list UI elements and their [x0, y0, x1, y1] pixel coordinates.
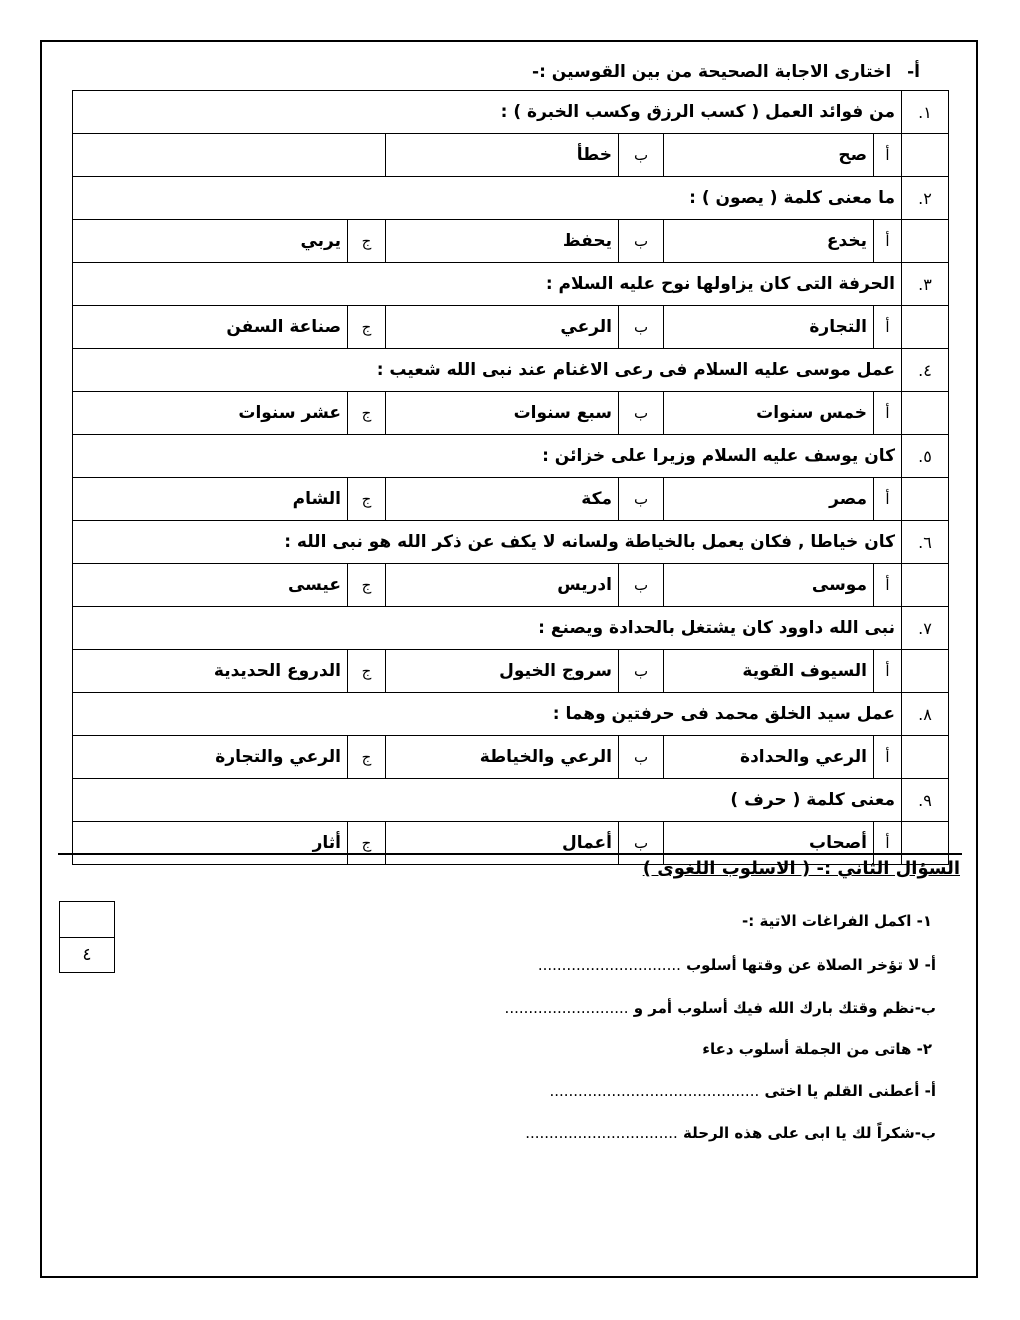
- question-text: عمل سيد الخلق محمد فى حرفتين وهما :: [73, 693, 902, 736]
- q1-item-b-blank[interactable]: ..........................: [504, 999, 629, 1017]
- option-a[interactable]: يخدع: [664, 220, 874, 263]
- option-b[interactable]: خطأ: [386, 134, 619, 177]
- option-a[interactable]: خمس سنوات: [664, 392, 874, 435]
- question-number: ٨.: [902, 693, 949, 736]
- mcq-table: [72, 90, 949, 865]
- question-text: ما معنى كلمة ( يصون ) :: [73, 177, 902, 220]
- question-row: [73, 435, 949, 478]
- options-number-spacer: [902, 134, 949, 177]
- option-b[interactable]: مكة: [386, 478, 619, 521]
- option-b-letter: ب: [619, 220, 664, 263]
- option-empty: [73, 134, 386, 177]
- options-row: [73, 736, 949, 779]
- question-number: ٧.: [902, 607, 949, 650]
- section1-instruction-text: اختارى الاجابة الصحيحة من بين القوسين :-: [532, 62, 892, 82]
- options-number-spacer: [902, 564, 949, 607]
- question-number: ٩.: [902, 779, 949, 822]
- option-a[interactable]: موسى: [664, 564, 874, 607]
- option-b-letter: ب: [619, 478, 664, 521]
- option-a-letter: أ: [874, 392, 902, 435]
- options-row: [73, 220, 949, 263]
- option-c-letter: ج: [348, 650, 386, 693]
- question-text: نبى الله داوود كان يشتغل بالحدادة ويصنع :: [73, 607, 902, 650]
- option-b-letter: ب: [619, 392, 664, 435]
- option-c[interactable]: يربي: [73, 220, 348, 263]
- score-value: ٤: [60, 937, 114, 972]
- q1-item-a-blank[interactable]: ..............................: [537, 956, 681, 974]
- option-b[interactable]: أعمال: [386, 822, 619, 865]
- q1-item-a: [538, 956, 936, 974]
- option-a-letter: أ: [874, 134, 902, 177]
- option-c-letter: ج: [348, 564, 386, 607]
- q2-label: ٢- هاتى من الجملة أسلوب دعاء: [702, 1040, 932, 1058]
- q2-item-a-blank[interactable]: ............................................: [549, 1082, 760, 1100]
- options-number-spacer: [902, 478, 949, 521]
- question-text: كان خياطا , فكان يعمل بالخياطة ولسانه لا يكف عن ذكر الله هو نبى الله :: [73, 521, 902, 564]
- option-c-letter: ج: [348, 306, 386, 349]
- question-text: عمل موسى عليه السلام فى رعى الاغنام عند نبى الله شعيب :: [73, 349, 902, 392]
- option-b-letter: ب: [619, 564, 664, 607]
- option-b[interactable]: سروج الخيول: [386, 650, 619, 693]
- section-divider: [58, 853, 962, 855]
- option-b-letter: ب: [619, 736, 664, 779]
- q2-item-a: [549, 1082, 936, 1100]
- question-number: ٢.: [902, 177, 949, 220]
- question-row: [73, 521, 949, 564]
- question-row: [73, 91, 949, 134]
- q1-item-b: [505, 999, 936, 1017]
- options-number-spacer: [902, 392, 949, 435]
- question-row: [73, 607, 949, 650]
- q2-item-b-blank[interactable]: ................................: [525, 1124, 678, 1142]
- options-row: [73, 564, 949, 607]
- option-a[interactable]: السيوف القوية: [664, 650, 874, 693]
- option-a-letter: أ: [874, 650, 902, 693]
- option-b[interactable]: الرعي: [386, 306, 619, 349]
- question-row: [73, 349, 949, 392]
- score-box: [59, 901, 115, 973]
- question-text: الحرفة التى كان يزاولها نوح عليه السلام :: [73, 263, 902, 306]
- q1-item-b-text: ب-نظم وقتك بارك الله فيك أسلوب أمر و: [633, 999, 936, 1017]
- option-b[interactable]: سبع سنوات: [386, 392, 619, 435]
- option-c-letter: ج: [348, 478, 386, 521]
- score-empty-cell: [60, 902, 114, 937]
- question-text: من فوائد العمل ( كسب الرزق وكسب الخبرة ) :: [73, 91, 902, 134]
- option-c[interactable]: أثار: [73, 822, 348, 865]
- question-row: [73, 693, 949, 736]
- question-number: ٥.: [902, 435, 949, 478]
- option-c-letter: ج: [348, 736, 386, 779]
- option-b[interactable]: ادريس: [386, 564, 619, 607]
- q2-item-b: [525, 1124, 936, 1142]
- option-c-letter: ج: [348, 822, 386, 865]
- option-a[interactable]: مصر: [664, 478, 874, 521]
- question-row: [73, 177, 949, 220]
- option-a-letter: أ: [874, 564, 902, 607]
- option-b-letter: ب: [619, 134, 664, 177]
- option-c[interactable]: الشام: [73, 478, 348, 521]
- option-a-letter: أ: [874, 478, 902, 521]
- options-row: [73, 650, 949, 693]
- option-a-letter: أ: [874, 822, 902, 865]
- option-a-letter: أ: [874, 306, 902, 349]
- option-c[interactable]: عشر سنوات: [73, 392, 348, 435]
- option-a-letter: أ: [874, 736, 902, 779]
- question-number: ٤.: [902, 349, 949, 392]
- option-a[interactable]: أصحاب: [664, 822, 874, 865]
- options-number-spacer: [902, 306, 949, 349]
- options-row: [73, 134, 949, 177]
- options-number-spacer: [902, 650, 949, 693]
- question-row: [73, 263, 949, 306]
- options-number-spacer: [902, 736, 949, 779]
- options-row: [73, 392, 949, 435]
- option-c[interactable]: عيسى: [73, 564, 348, 607]
- option-b[interactable]: يحفظ: [386, 220, 619, 263]
- question-text: معنى كلمة ( حرف ): [73, 779, 902, 822]
- option-a-letter: أ: [874, 220, 902, 263]
- question-text: كان يوسف عليه السلام وزيرا على خزائن :: [73, 435, 902, 478]
- question-number: ١.: [902, 91, 949, 134]
- section2-title: السؤال الثاني :- ( الاسلوب اللغوى ): [642, 858, 960, 879]
- options-number-spacer: [902, 220, 949, 263]
- option-b-letter: ب: [619, 306, 664, 349]
- q2-item-b-text: ب-شكراً لك يا ابى على هذه الرحلة: [683, 1124, 936, 1142]
- option-c-letter: ج: [348, 220, 386, 263]
- option-a[interactable]: الرعي والحدادة: [664, 736, 874, 779]
- option-c-letter: ج: [348, 392, 386, 435]
- question-number: ٦.: [902, 521, 949, 564]
- question-row: [73, 779, 949, 822]
- option-c[interactable]: صناعة السفن: [73, 306, 348, 349]
- q2-item-a-text: أ- أعطنى القلم يا اختى: [764, 1082, 936, 1100]
- option-c[interactable]: الدروع الحديدية: [73, 650, 348, 693]
- q1-label: ١- اكمل الفراغات الاتية :-: [742, 912, 932, 930]
- section1-letter: أ-: [907, 62, 920, 82]
- section1-instruction: [532, 62, 920, 82]
- options-row: [73, 478, 949, 521]
- option-b-letter: ب: [619, 650, 664, 693]
- q1-item-a-text: أ- لا تؤخر الصلاة عن وقتها أسلوب: [686, 956, 936, 974]
- option-b[interactable]: الرعي والخياطة: [386, 736, 619, 779]
- question-number: ٣.: [902, 263, 949, 306]
- option-c[interactable]: الرعي والتجارة: [73, 736, 348, 779]
- options-row: [73, 306, 949, 349]
- option-b-letter: ب: [619, 822, 664, 865]
- option-a[interactable]: صح: [664, 134, 874, 177]
- option-a[interactable]: التجارة: [664, 306, 874, 349]
